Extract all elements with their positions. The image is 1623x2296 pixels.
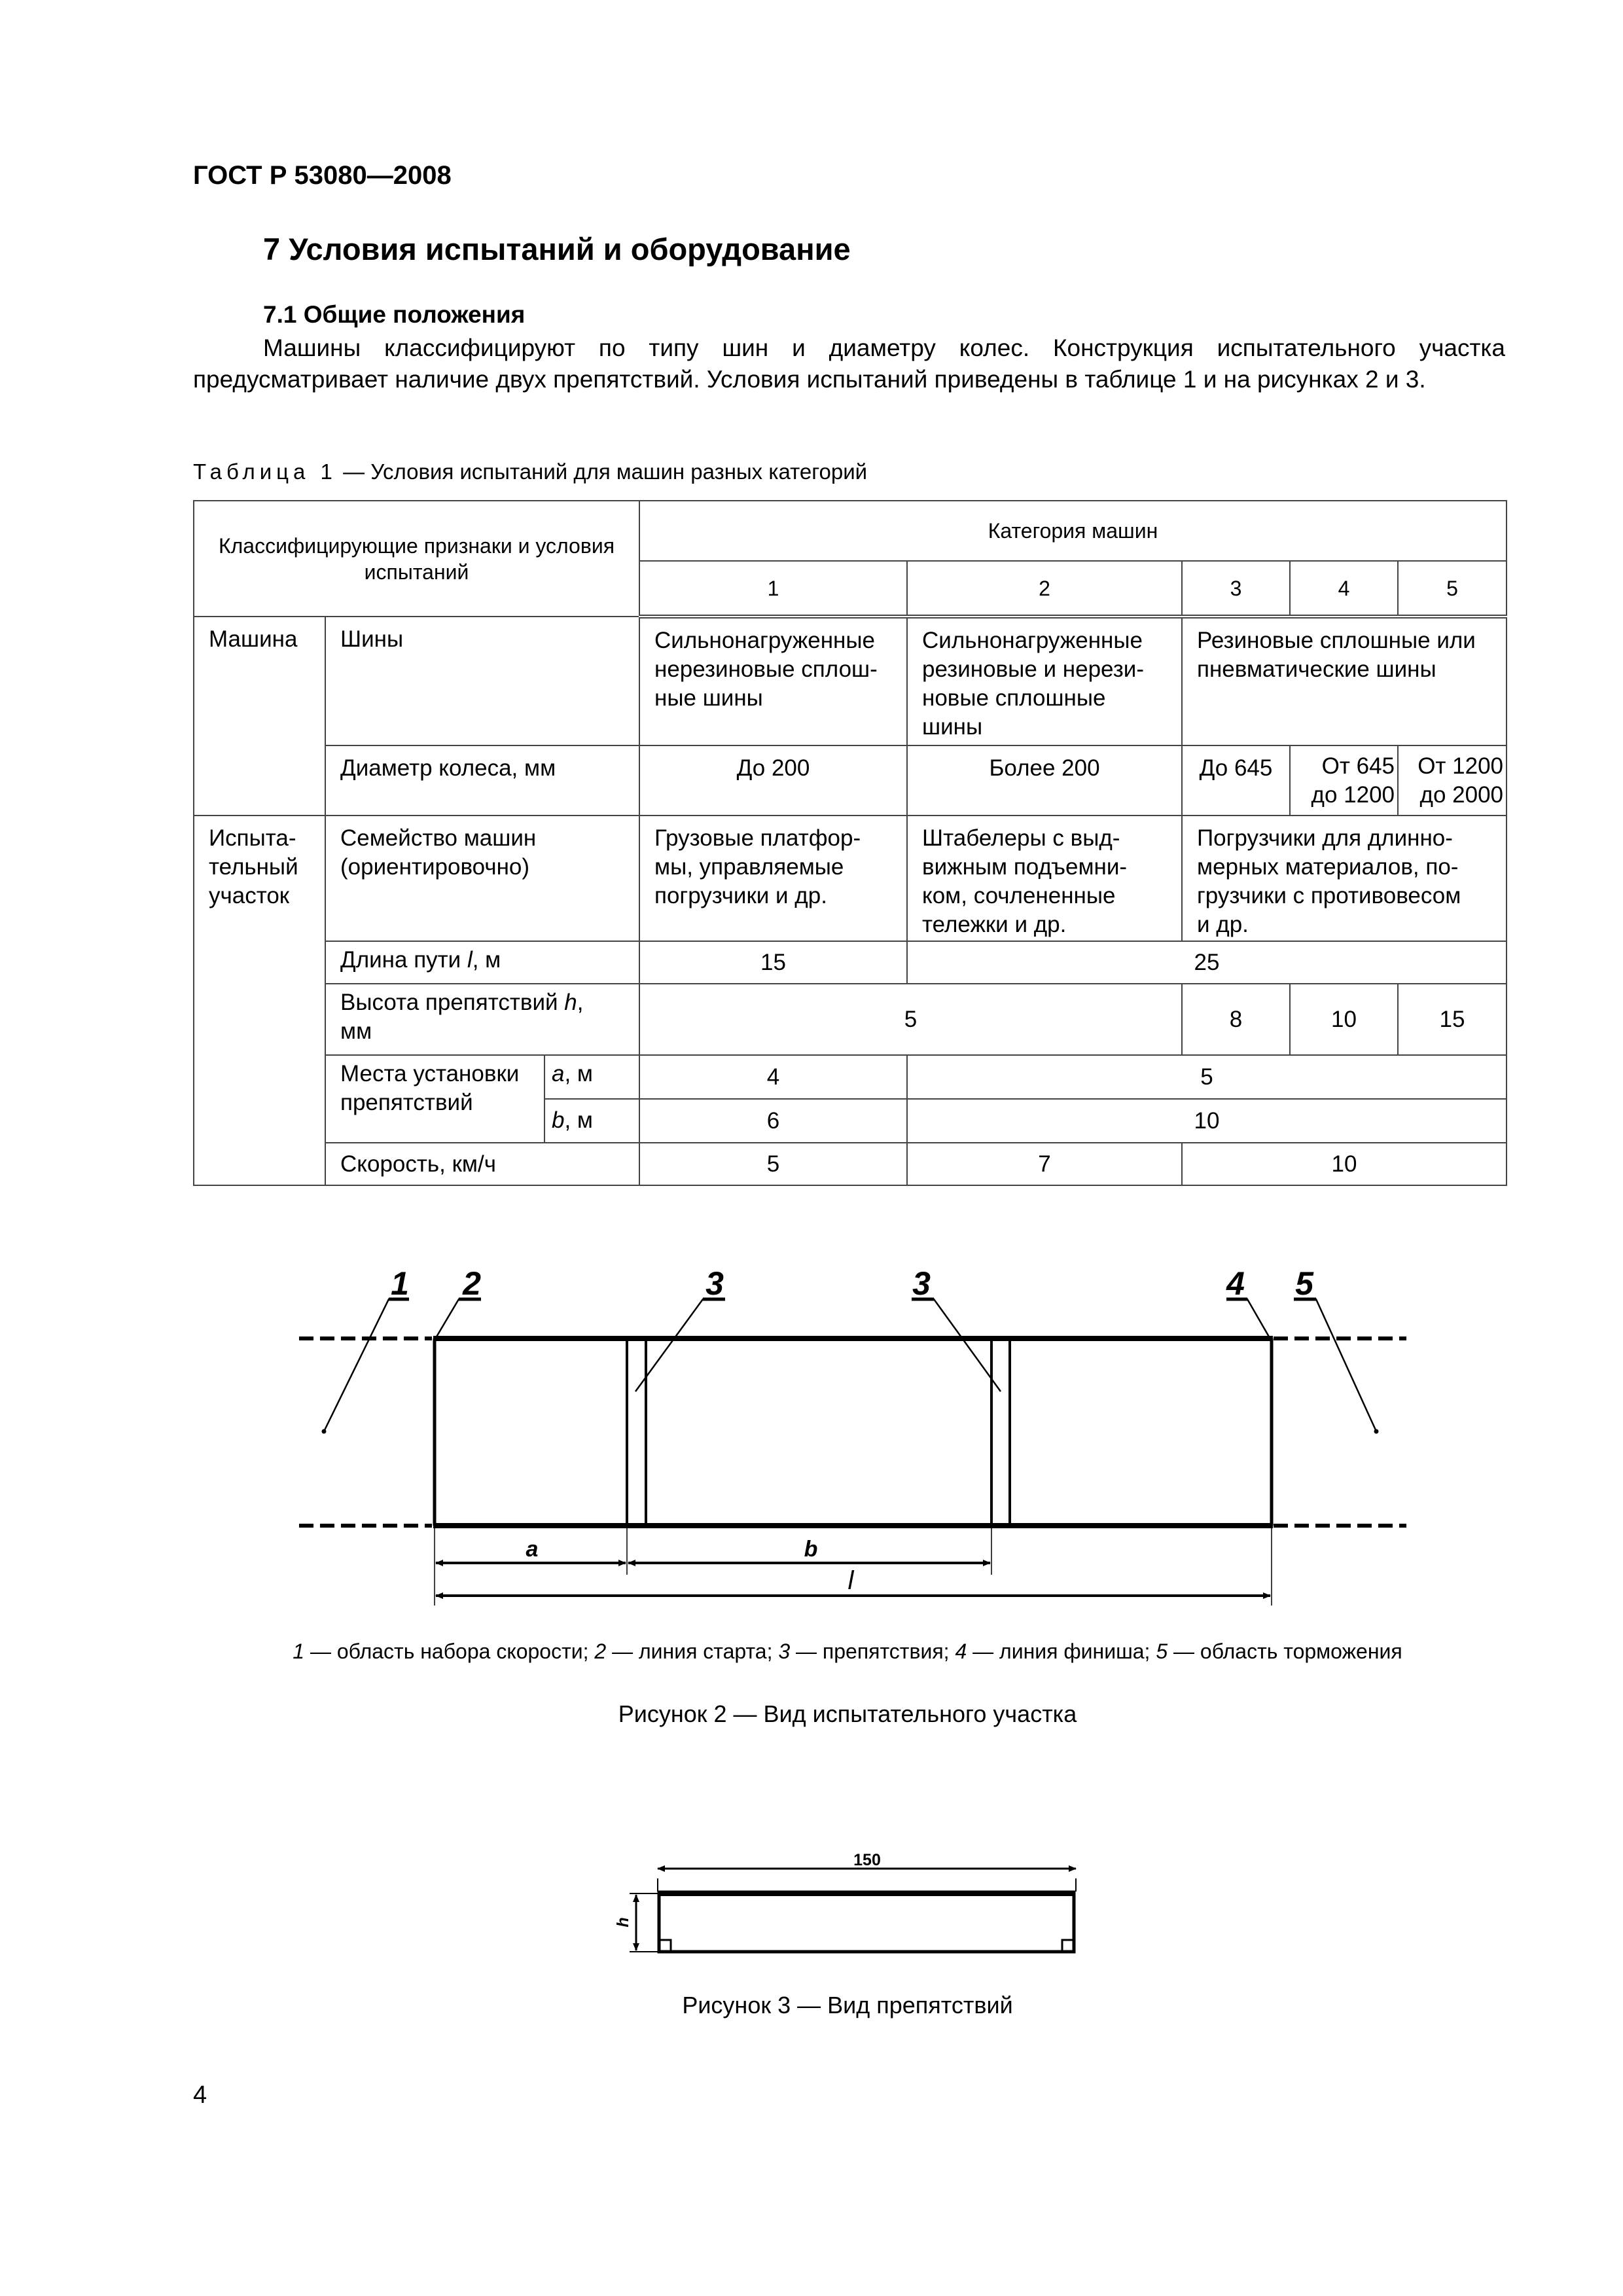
callout-4: 4 (1226, 1265, 1245, 1302)
obstacle-figure (630, 1869, 1076, 1952)
table-cell: Резиновые сплошные или пневматические шины (1182, 617, 1507, 745)
table-cell: Штабелеры с выд- вижным подъемни- ком, сочлененные тележки и др. (907, 816, 1182, 941)
row-label: Места установки препятствий (325, 1055, 544, 1143)
test-track-figure (299, 1299, 1406, 1605)
callout-5: 5 (1295, 1265, 1313, 1302)
row-label: Скорость, км/ч (325, 1143, 639, 1185)
label-unit: , м (472, 947, 501, 973)
legend-num: 1 (293, 1640, 305, 1663)
table-cell: 15 (639, 941, 907, 984)
table-cell: 5 (639, 984, 1182, 1055)
label-unit: , м (564, 1107, 593, 1133)
table-cell: 6 (639, 1099, 907, 1143)
callout-2: 2 (463, 1265, 481, 1302)
table-cell: 7 (907, 1143, 1182, 1185)
table-cell: От 645 до 1200 (1290, 745, 1398, 816)
body-paragraph: Машины классифицируют по типу шин и диаметру колес. Конструкция испытательного участка предусматривает наличие двух препятствий. Условия испытаний приведены в таблице 1 и на рисунках 2 и 3. (193, 334, 1505, 393)
label-text: Высота препятствий (340, 990, 565, 1015)
callout-3: 3 (705, 1265, 724, 1302)
figure2-legend (0, 1640, 1623, 1664)
figure3-caption: Рисунок 3 — Вид препятствий (682, 1992, 1013, 2018)
table-caption-label: Таблица 1 (193, 459, 337, 484)
legend-text: — линия старта; (606, 1640, 779, 1663)
table-cell: От 1200 до 2000 (1398, 745, 1507, 816)
table-cell: 5 (639, 1143, 907, 1185)
callout-1: 1 (391, 1265, 409, 1302)
dim-150-label: 150 (853, 1851, 881, 1869)
legend-num: 4 (955, 1640, 967, 1663)
table-cell: 25 (907, 941, 1507, 984)
dim-l-label: l (847, 1566, 854, 1595)
label-unit: , мм (340, 990, 584, 1044)
figure2-caption: Рисунок 2 — Вид испытательного участка (618, 1700, 1077, 1727)
table-cell: 10 (1182, 1143, 1507, 1185)
table-cell: Сильнонагруженные резиновые и нерези- новые сплошные шины (907, 617, 1182, 745)
table-cell: 5 (907, 1055, 1507, 1099)
callout-3b: 3 (912, 1265, 931, 1302)
group-track: Испыта- тельный участок (194, 816, 325, 1185)
label-var: b (552, 1107, 565, 1133)
row-label: Диаметр колеса, мм (325, 745, 639, 816)
label-text: Длина пути (340, 947, 467, 973)
legend-text: — область торможения (1168, 1640, 1402, 1663)
document-code: ГОСТ Р 53080—2008 (193, 161, 452, 190)
row-label: Семейство машин (ориентировочно) (325, 816, 639, 941)
table-cell: 15 (1398, 984, 1507, 1055)
table-cell: До 200 (639, 745, 907, 816)
dim-h-label: h (614, 1917, 632, 1928)
group-machine: Машина (194, 617, 325, 816)
section-title: 7 Условия испытаний и оборудование (263, 232, 851, 266)
table-cell: Сильнонагруженные нерезиновые сплош- ные шины (639, 617, 907, 745)
dim-b-label: b (804, 1537, 818, 1562)
legend-text: — препятствия; (790, 1640, 955, 1663)
legend-text: — область набора скорости; (304, 1640, 595, 1663)
category-3: 3 (1182, 561, 1290, 617)
row-label: Шины (325, 617, 639, 745)
table-cell: До 645 (1182, 745, 1290, 816)
label-var: a (552, 1061, 565, 1086)
page-number: 4 (193, 2081, 207, 2109)
legend-text: — линия финиша; (967, 1640, 1156, 1663)
table-cell: Грузовые платфор- мы, управляемые погрузчики и др. (639, 816, 907, 941)
label-unit: , м (564, 1061, 593, 1086)
dim-a-label: a (526, 1537, 539, 1562)
legend-num: 5 (1156, 1640, 1168, 1663)
header-criteria: Классифицирующие признаки и условия испытаний (194, 501, 639, 617)
table-cell: 4 (639, 1055, 907, 1099)
header-category: Категория машин (639, 501, 1507, 561)
table-cell: 10 (907, 1099, 1507, 1143)
table-caption-text: — Условия испытаний для машин разных категорий (336, 459, 868, 484)
category-4: 4 (1290, 561, 1398, 617)
table-cell: 8 (1182, 984, 1290, 1055)
legend-num: 2 (594, 1640, 607, 1663)
label-var: l (467, 947, 473, 973)
table-cell: Более 200 (907, 745, 1182, 816)
subsection-title: 7.1 Общие положения (263, 301, 526, 328)
legend-num: 3 (778, 1640, 791, 1663)
table-cell: Погрузчики для длинно- мерных материалов, по- грузчики с противовесом и др. (1182, 816, 1507, 941)
category-2: 2 (907, 561, 1182, 617)
category-1: 1 (639, 561, 907, 617)
table-cell: 10 (1290, 984, 1398, 1055)
label-var: h (564, 990, 577, 1015)
leader-lines (324, 1299, 1376, 1431)
category-5: 5 (1398, 561, 1507, 617)
